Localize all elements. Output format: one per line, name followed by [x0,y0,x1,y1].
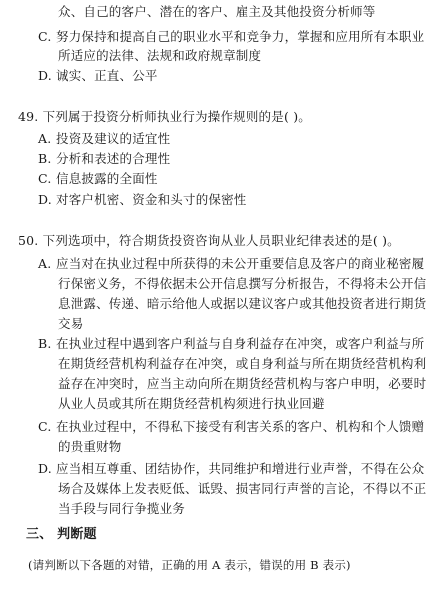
q49-stem: 49. 下列属于投资分析师执业行为操作规则的是( )。 [18,109,311,124]
q50-option-d [38,461,424,477]
section-note: (请判断以下各题的对错，正确的用 A 表示，错误的用 B 表示) [28,558,351,572]
option-letter: A. [38,131,52,146]
q50-stem: 50. 下列选项中，符合期货投资咨询从业人员职业纪律表述的是( )。 [18,233,400,248]
option-text: 应当相互尊重、团结协作，共同维护和增进行业声誉，不得在公众 [56,461,425,476]
option-text: 努力保持和提高自己的职业水平和竞争力，掌握和应用所有本职业 [56,29,425,44]
option-letter: B. [38,151,52,166]
option-text: 投资及建议的适宜性 [56,131,171,146]
option-text: 诚实、正直、公平 [56,68,158,83]
q50-option-c [38,419,424,435]
q50-option-c-line: 的贵重财物 [58,439,122,454]
option-letter: A. [38,256,52,271]
q50-option-b-line: 从业人员或其所在期货经营机构须进行执业回避 [58,396,325,411]
q50-option-b-line: 益存在冲突时，应当主动向所在期货经营机构与客户申明，必要时 [58,376,427,391]
option-text: 应当对在执业过程中所获得的未公开重要信息及客户的商业秘密履 [56,256,425,271]
q48-option-d [38,68,158,84]
q49-option-b [38,151,170,167]
q50-option-a-line: 行保密义务，不得依据未公开信息撰写分析报告，不得将未公开信 [58,276,427,291]
option-letter: D. [38,68,52,83]
q50-option-a-line: 息泄露、传递、暗示给他人或据以建议客户或其他投资者进行期货 [58,296,427,311]
q49-option-a [38,131,170,147]
option-text: 在执业过程中遇到客户利益与自身利益存在冲突，或客户利益与所 [56,336,425,351]
option-letter: C. [38,29,52,44]
option-letter: C. [38,171,52,186]
q48-option-c [38,29,424,45]
q49-option-d [38,192,247,208]
q50-option-b-line: 在期货经营机构利益存在冲突，或自身利益与所在期货经营机构利 [58,356,427,371]
q50-option-b [38,336,424,352]
option-letter: D. [38,192,52,207]
q50-option-d-line: 场合及媒体上发表贬低、诋毁、损害同行声誉的言论，不得以不正 [58,481,427,496]
option-letter: D. [38,461,52,476]
option-text: 对客户机密、资金和头寸的保密性 [56,192,247,207]
q49-option-c [38,171,158,187]
q50-option-a-line: 交易 [58,316,84,331]
option-letter: B. [38,336,52,351]
q50-option-a [38,256,424,272]
option-text: 分析和表述的合理性 [56,151,171,166]
option-text: 在执业过程中，不得私下接受有利害关系的客户、机构和个人馈赠 [56,419,425,434]
option-letter: C. [38,419,52,434]
section-title: 三、 判断题 [26,527,97,542]
q48-option-b-continuation: 众、自己的客户、潜在的客户、雇主及其他投资分析师等 [58,4,376,19]
q50-option-d-line: 当手段与同行争揽业务 [58,501,186,516]
option-text: 信息披露的全面性 [56,171,158,186]
q48-option-c-continuation: 所适应的法律、法规和政府规章制度 [58,48,262,63]
